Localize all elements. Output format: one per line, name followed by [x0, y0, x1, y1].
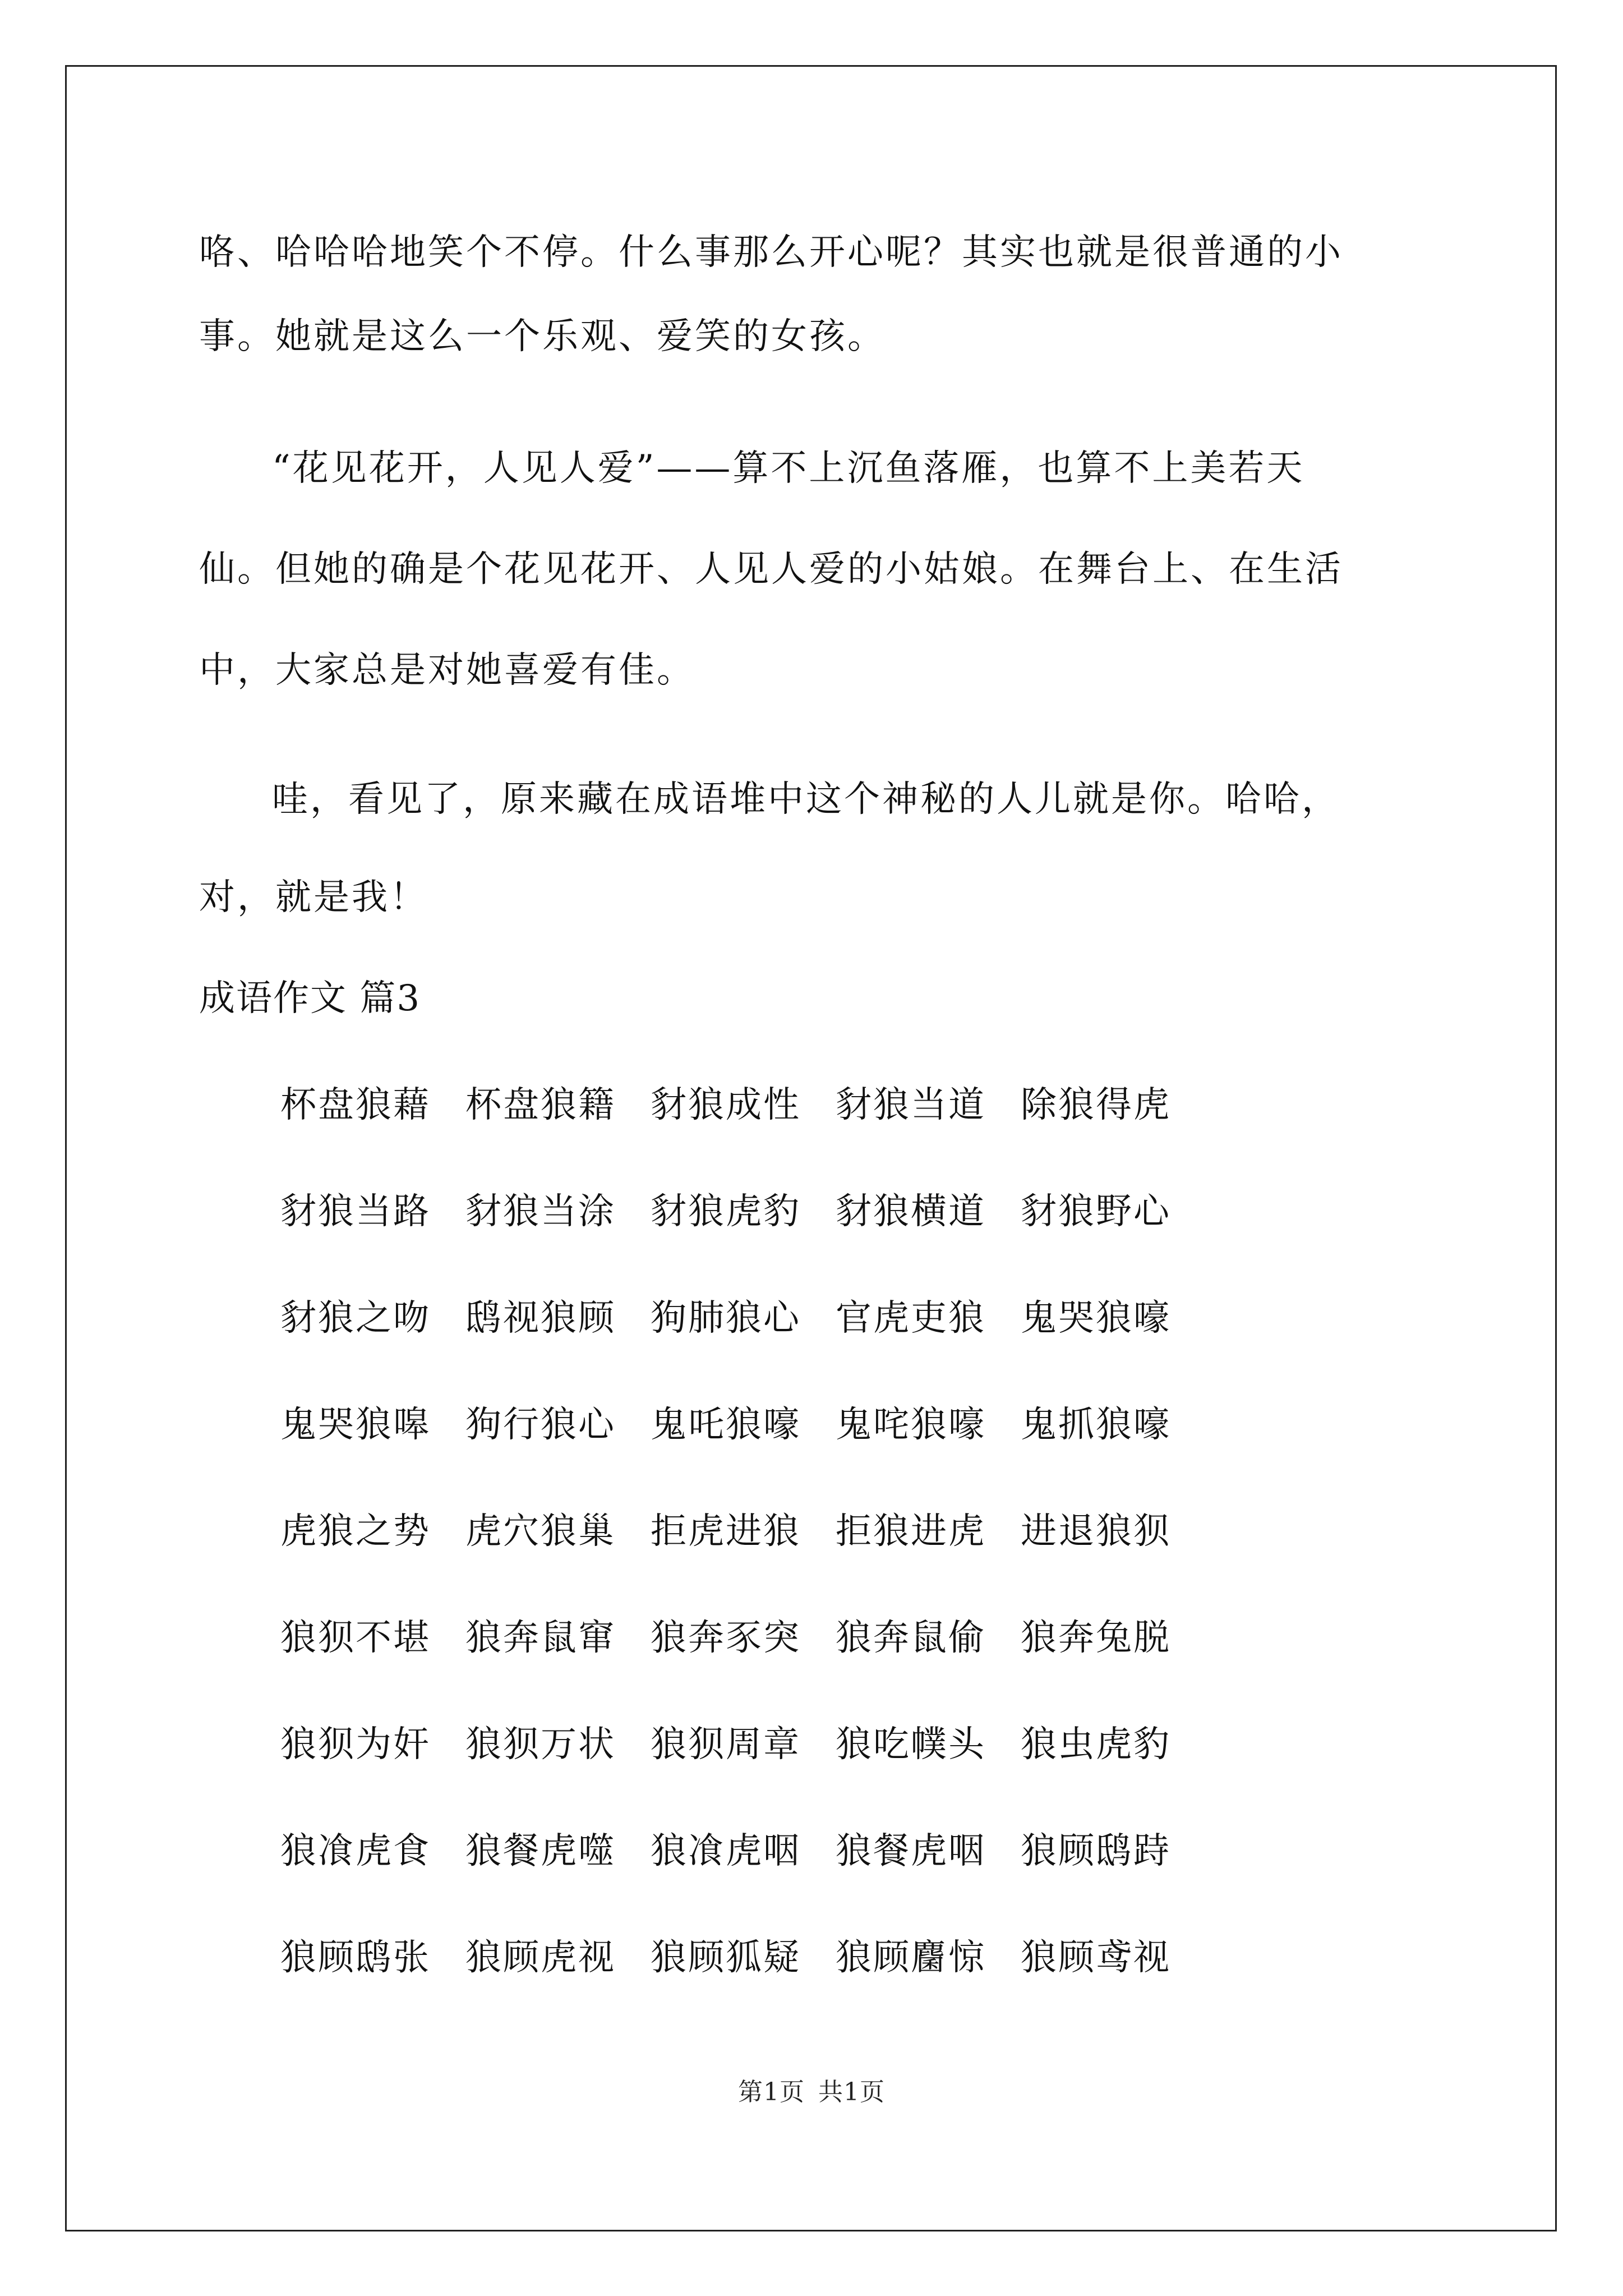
idiom: 狼狈万状 — [465, 1724, 616, 1765]
idiom: 除狼得虎 — [1021, 1084, 1171, 1126]
page-number: 第1页 — [738, 2078, 805, 2106]
idiom: 狼狈周章 — [651, 1724, 801, 1765]
idiom: 进退狼狈 — [1021, 1511, 1171, 1552]
idiom: 拒虎进狼 — [651, 1511, 801, 1552]
idiom: 虎狼之势 — [280, 1511, 431, 1552]
idiom: 狼吃幞头 — [836, 1724, 986, 1765]
idiom: 狼虫虎豹 — [1021, 1724, 1171, 1765]
idiom: 狼奔豕突 — [651, 1617, 801, 1659]
idiom: 狼奔鼠偷 — [836, 1617, 986, 1659]
idiom: 拒狼进虎 — [836, 1511, 986, 1552]
idiom-row-5 — [280, 1509, 1206, 1554]
idiom: 豺狼成性 — [651, 1084, 801, 1126]
idiom: 狼狈不堪 — [280, 1617, 431, 1659]
body-line-3: “花见花开，人见人爱”——算不上沉鱼落雁，也算不上美若天 — [272, 448, 1305, 489]
idiom: 狗肺狼心 — [651, 1297, 801, 1339]
idiom-row-1 — [280, 1083, 1206, 1128]
idiom: 豺狼当道 — [836, 1084, 986, 1126]
idiom-row-2 — [280, 1189, 1206, 1234]
body-line-5: 中，大家总是对她喜爱有佳。 — [199, 650, 695, 691]
idiom: 官虎吏狼 — [836, 1297, 986, 1339]
idiom: 鬼咤狼嚎 — [836, 1404, 986, 1446]
page-total: 共1页 — [818, 2078, 885, 2106]
idiom: 豺狼当涂 — [465, 1191, 616, 1232]
idiom: 狗行狼心 — [465, 1404, 616, 1446]
idiom: 鸱视狼顾 — [465, 1297, 616, 1339]
idiom-row-4 — [280, 1402, 1206, 1447]
idiom: 杯盘狼籍 — [465, 1084, 616, 1126]
body-line-4: 仙。但她的确是个花见花开、人见人爱的小姑娘。在舞台上、在生活 — [199, 549, 1343, 590]
page-border — [65, 65, 1557, 2231]
idiom: 杯盘狼藉 — [280, 1084, 431, 1126]
idiom: 豺狼之吻 — [280, 1297, 431, 1339]
idiom: 狼餐虎噬 — [465, 1830, 616, 1872]
idiom: 鬼吒狼嚎 — [651, 1404, 801, 1446]
body-line-2: 事。她就是这么一个乐观、爱笑的女孩。 — [199, 316, 886, 357]
idiom: 狼奔鼠窜 — [465, 1617, 616, 1659]
page-footer — [0, 2076, 1623, 2109]
idiom: 豺狼虎豹 — [651, 1191, 801, 1232]
body-line-7: 对，就是我！ — [199, 877, 428, 918]
idiom: 狼顾虎视 — [465, 1937, 616, 1978]
idiom-row-6 — [280, 1616, 1206, 1660]
idiom-row-8 — [280, 1829, 1206, 1874]
idiom-row-9 — [280, 1935, 1206, 1980]
idiom: 狼飡虎咽 — [651, 1830, 801, 1872]
idiom: 豺狼野心 — [1021, 1191, 1171, 1232]
body-line-1: 咯、哈哈哈地笑个不停。什么事那么开心呢？其实也就是很普通的小 — [199, 232, 1343, 273]
section-heading: 成语作文 篇3 — [199, 978, 421, 1019]
idiom: 狼餐虎咽 — [836, 1830, 986, 1872]
idiom: 鬼哭狼嗥 — [280, 1404, 431, 1446]
idiom: 豺狼当路 — [280, 1191, 431, 1232]
idiom: 狼顾麕惊 — [836, 1937, 986, 1978]
idiom: 鬼哭狼嚎 — [1021, 1297, 1171, 1339]
idiom: 狼飡虎食 — [280, 1830, 431, 1872]
body-line-6: 哇，看见了，原来藏在成语堆中这个神秘的人儿就是你。哈哈， — [272, 779, 1340, 820]
idiom: 狼顾鸢视 — [1021, 1937, 1171, 1978]
idiom-row-7 — [280, 1722, 1206, 1767]
idiom: 虎穴狼巢 — [465, 1511, 616, 1552]
idiom-row-3 — [280, 1296, 1206, 1341]
idiom: 鬼抓狼嚎 — [1021, 1404, 1171, 1446]
idiom: 狼顾鸱张 — [280, 1937, 431, 1978]
idiom: 狼顾狐疑 — [651, 1937, 801, 1978]
idiom: 狼顾鸱跱 — [1021, 1830, 1171, 1872]
idiom: 狼狈为奸 — [280, 1724, 431, 1765]
idiom: 豺狼横道 — [836, 1191, 986, 1232]
idiom: 狼奔兔脱 — [1021, 1617, 1171, 1659]
